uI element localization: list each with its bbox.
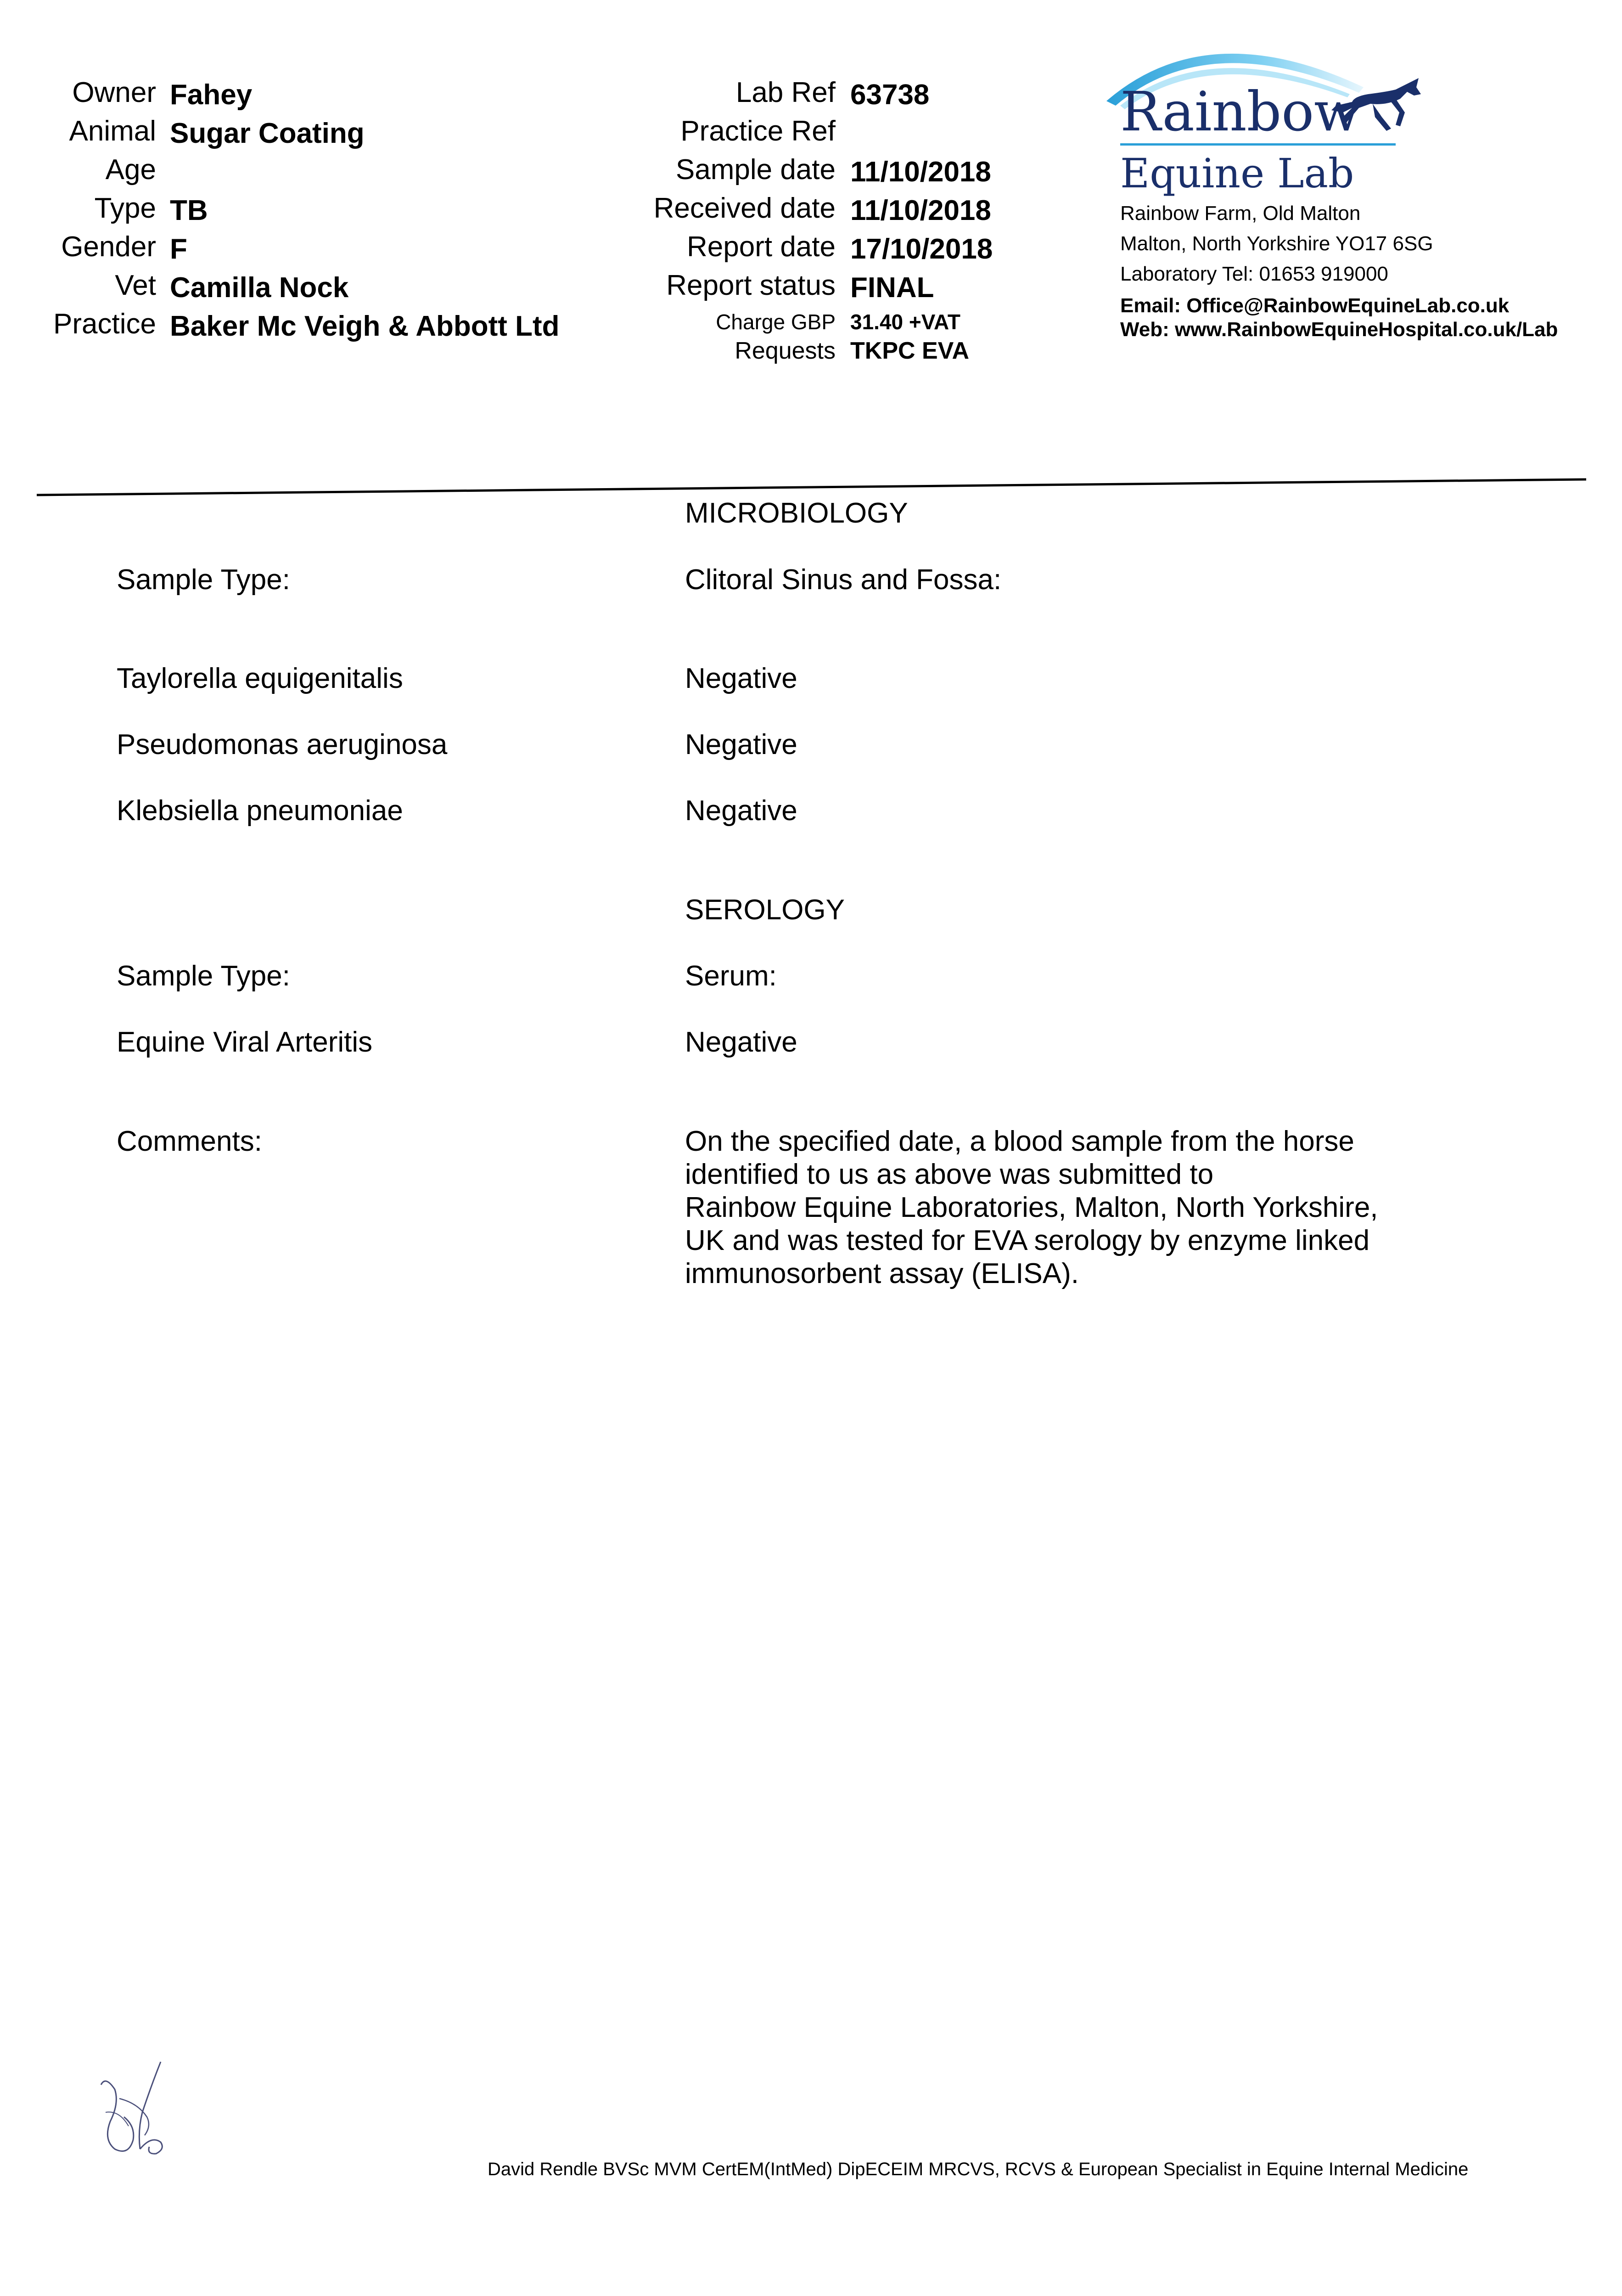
comments-line: Rainbow Equine Laboratories, Malton, North Yorkshire,: [685, 1192, 1378, 1223]
lab-address-line2: Malton, North Yorkshire YO17 6SG: [1120, 232, 1433, 255]
serology-sample-type-value: Serum:: [685, 960, 777, 992]
lab-ref-value: 63738: [850, 79, 930, 111]
header-divider: [0, 473, 1622, 501]
vet-label: Vet: [115, 270, 156, 301]
result-row-klebsiella-test: Klebsiella pneumoniae: [117, 795, 403, 827]
sample-date-label: Sample date: [675, 154, 836, 186]
practice-value: Baker Mc Veigh & Abbott Ltd: [170, 310, 560, 342]
lab-address-line1: Rainbow Farm, Old Malton: [1120, 202, 1361, 225]
owner-value: Fahey: [170, 79, 253, 111]
lab-email: Email: Office@RainbowEquineLab.co.uk: [1120, 294, 1510, 317]
type-value: TB: [170, 195, 208, 226]
sample-date-value: 11/10/2018: [850, 156, 991, 188]
signatory-credentials: David Rendle BVSc MVM CertEM(IntMed) DipECEIM MRCVS, RCVS & European Specialist in Equine Internal Medicine: [488, 2159, 1469, 2179]
microbiology-title: MICROBIOLOGY: [685, 497, 908, 529]
result-row-eva-test: Equine Viral Arteritis: [117, 1026, 373, 1058]
charge-value: 31.40 +VAT: [850, 310, 960, 334]
requests-label: Requests: [735, 338, 836, 364]
comments-line: immunosorbent assay (ELISA).: [685, 1258, 1079, 1289]
gender-value: F: [170, 233, 187, 265]
comments-line: On the specified date, a blood sample from the horse: [685, 1125, 1354, 1157]
result-row-pseudomonas-test: Pseudomonas aeruginosa: [117, 729, 448, 760]
handwritten-signature: [92, 2057, 184, 2163]
serology-sample-type-label: Sample Type:: [117, 960, 290, 992]
owner-label: Owner: [72, 77, 156, 108]
report-status-value: FINAL: [850, 272, 934, 304]
serology-title: SEROLOGY: [685, 894, 845, 926]
received-date-value: 11/10/2018: [850, 195, 991, 226]
logo-name-equine-lab: Equine Lab: [1120, 150, 1354, 197]
age-label: Age: [105, 154, 156, 186]
gender-label: Gender: [61, 231, 156, 263]
logo-underline: [1120, 143, 1396, 146]
animal-value: Sugar Coating: [170, 118, 365, 149]
animal-label: Animal: [69, 115, 156, 147]
result-row-taylorella-test: Taylorella equigenitalis: [117, 663, 403, 694]
requests-value: TKPC EVA: [850, 338, 970, 364]
type-label: Type: [94, 192, 156, 224]
microbiology-sample-type-label: Sample Type:: [117, 564, 290, 596]
lab-ref-label: Lab Ref: [735, 77, 836, 108]
report-status-label: Report status: [666, 270, 836, 301]
result-row-eva-result: Negative: [685, 1026, 797, 1058]
result-row-taylorella-result: Negative: [685, 663, 797, 694]
charge-label: Charge GBP: [716, 310, 836, 334]
result-row-pseudomonas-result: Negative: [685, 729, 797, 760]
microbiology-sample-type-value: Clitoral Sinus and Fossa:: [685, 564, 1002, 596]
practice-label: Practice: [53, 308, 156, 340]
result-row-klebsiella-result: Negative: [685, 795, 797, 827]
logo-name-rainbow: Rainbow: [1120, 80, 1361, 143]
comments-text: [685, 1125, 1465, 1290]
comments-line: UK and was tested for EVA serology by enzyme linked: [685, 1225, 1370, 1256]
report-date-value: 17/10/2018: [850, 233, 993, 265]
received-date-label: Received date: [653, 192, 836, 224]
lab-telephone: Laboratory Tel: 01653 919000: [1120, 263, 1388, 285]
comments-line: identified to us as above was submitted to: [685, 1159, 1214, 1190]
lab-website: Web: www.RainbowEquineHospital.co.uk/Lab: [1120, 318, 1558, 341]
comments-label: Comments:: [117, 1125, 262, 1157]
vet-value: Camilla Nock: [170, 272, 349, 304]
report-date-label: Report date: [687, 231, 836, 263]
practice-ref-label: Practice Ref: [680, 115, 836, 147]
